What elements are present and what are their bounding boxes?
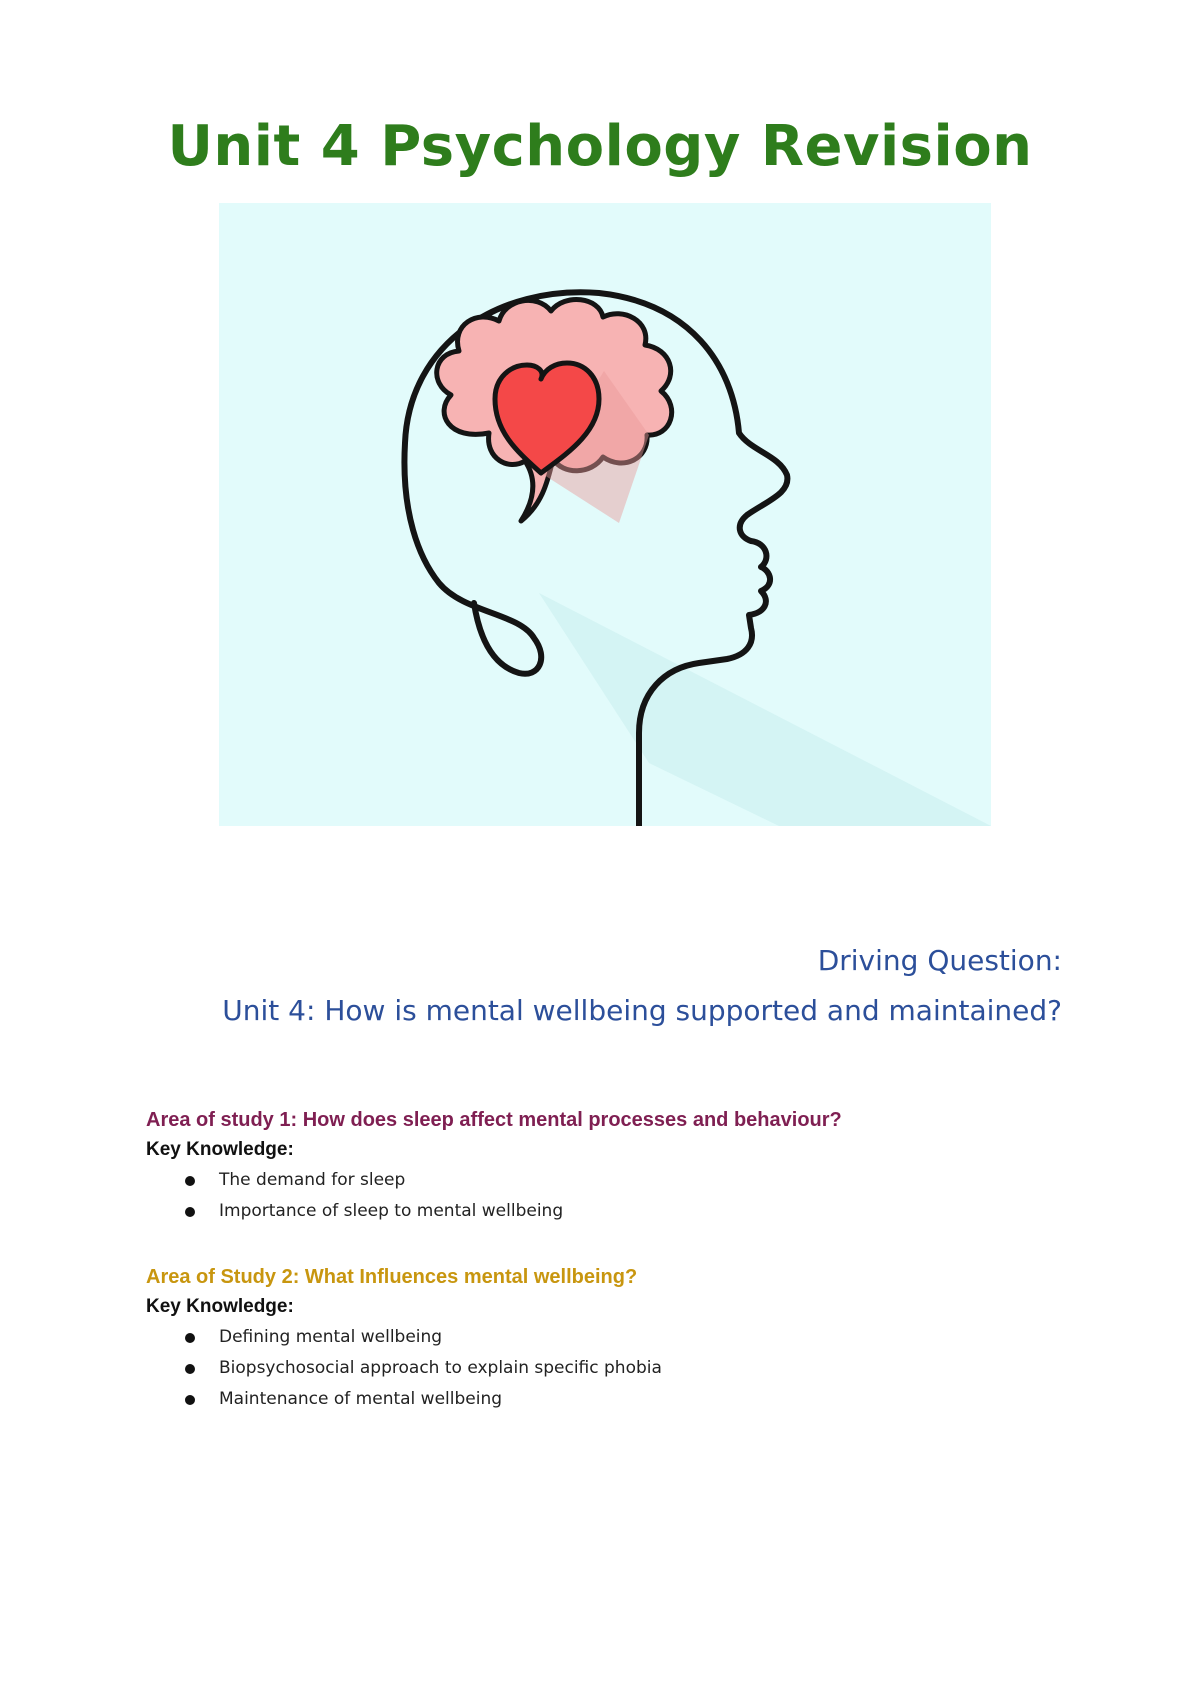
list-item-text: Importance of sleep to mental wellbeing bbox=[219, 1201, 564, 1221]
key-knowledge-label: Key Knowledge: bbox=[146, 1139, 294, 1160]
list-item-text: Maintenance of mental wellbeing bbox=[219, 1389, 503, 1409]
bullet-icon bbox=[185, 1395, 195, 1405]
head-brain-heart-illustration bbox=[219, 203, 991, 826]
bullet-icon bbox=[185, 1364, 195, 1374]
list-item-text: The demand for sleep bbox=[219, 1170, 406, 1190]
list-item bbox=[146, 1322, 662, 1353]
key-knowledge-list bbox=[146, 1322, 662, 1415]
head-shadow bbox=[539, 593, 991, 826]
list-item bbox=[146, 1165, 842, 1196]
area-of-study-2 bbox=[146, 1262, 662, 1415]
area-of-study-1 bbox=[146, 1105, 842, 1227]
bullet-icon bbox=[185, 1207, 195, 1217]
list-item-text: Biopsychosocial approach to explain specific phobia bbox=[219, 1358, 662, 1378]
list-item bbox=[146, 1196, 842, 1227]
bullet-icon bbox=[185, 1176, 195, 1186]
area-of-study-heading: Area of study 1: How does sleep affect mental processes and behaviour? bbox=[146, 1109, 842, 1131]
driving-question-text: Unit 4: How is mental wellbeing supported and maintained? bbox=[222, 994, 1062, 1027]
list-item bbox=[146, 1353, 662, 1384]
key-knowledge-label: Key Knowledge: bbox=[146, 1296, 294, 1317]
bullet-icon bbox=[185, 1333, 195, 1343]
driving-question-label: Driving Question: bbox=[817, 944, 1062, 977]
area-of-study-heading: Area of Study 2: What Influences mental wellbeing? bbox=[146, 1266, 638, 1288]
list-item bbox=[146, 1384, 662, 1415]
list-item-text: Defining mental wellbeing bbox=[219, 1327, 443, 1347]
driving-question bbox=[222, 936, 1062, 1036]
head-brain-heart-icon bbox=[219, 203, 991, 826]
page-title: Unit 4 Psychology Revision bbox=[167, 114, 1033, 179]
key-knowledge-list bbox=[146, 1165, 842, 1227]
